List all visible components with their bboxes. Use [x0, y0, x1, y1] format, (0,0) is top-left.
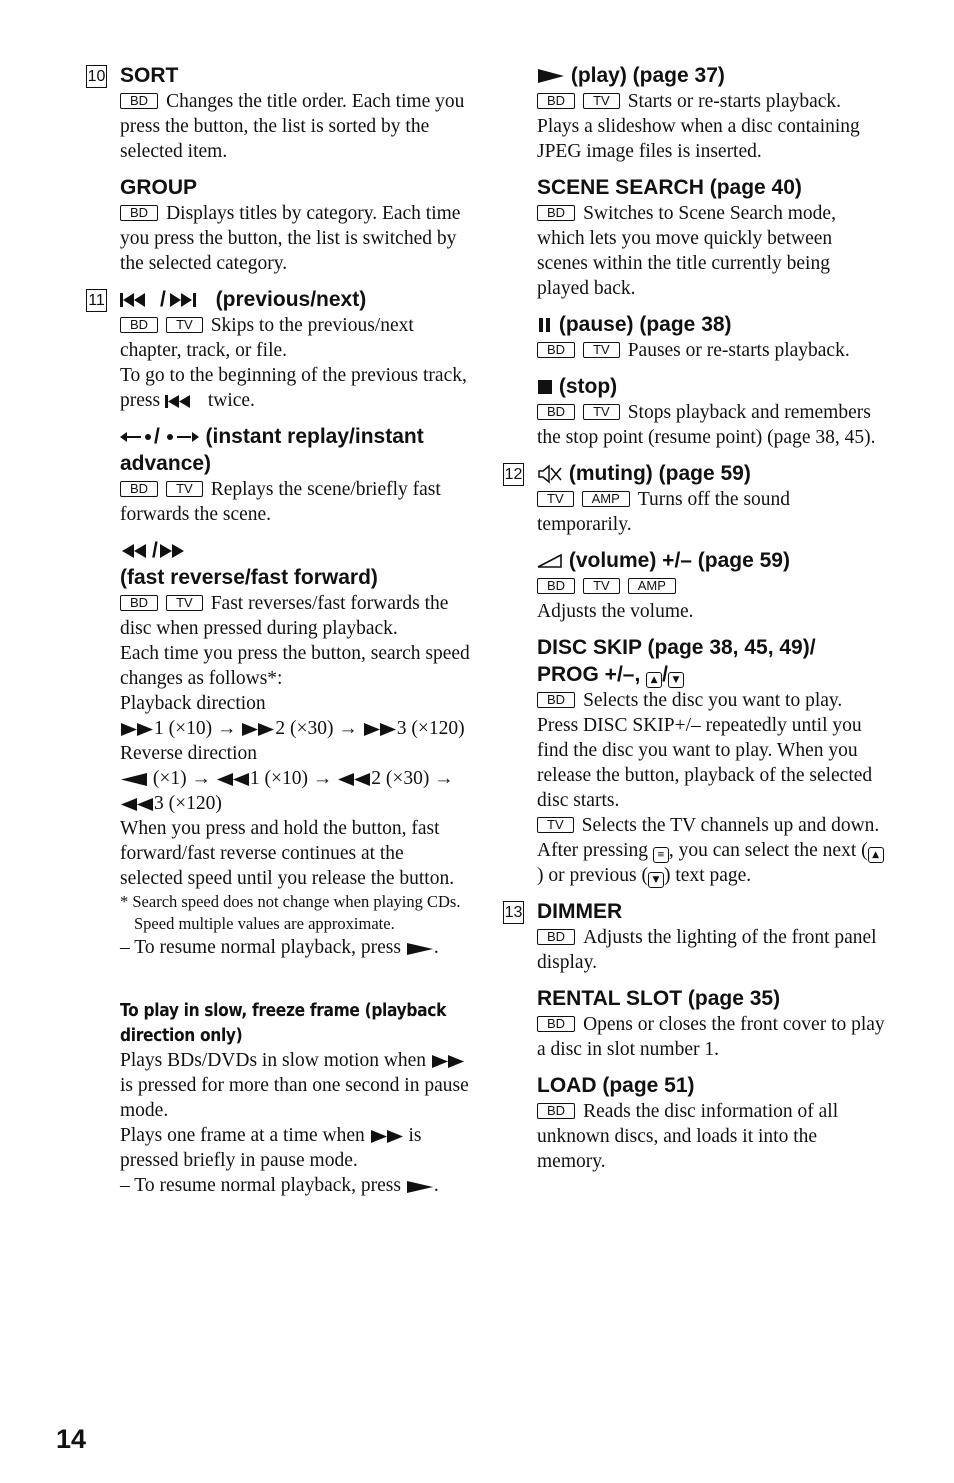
pause-text: BD TV Pauses or re-starts playback. — [537, 338, 885, 363]
tv-badge: TV — [583, 404, 620, 420]
amp-badge: AMP — [582, 491, 630, 507]
disc-skip-title: DISC SKIP (page 38, 45, 49)/ — [537, 636, 816, 659]
bd-badge: BD — [537, 93, 575, 109]
rental-slot-title: RENTAL SLOT (page 35) — [537, 987, 781, 1010]
sort-title: SORT — [120, 64, 179, 87]
tv-badge: TV — [583, 342, 620, 358]
muting-text: TV AMP Turns off the sound temporarily. — [537, 489, 791, 535]
page-number: 14 — [56, 1424, 87, 1454]
reverse-direction: Reverse direction — [120, 743, 257, 764]
tv-badge: TV — [166, 317, 203, 333]
scene-search-title: SCENE SEARCH (page 40) — [537, 176, 802, 199]
dimmer-text: BD Adjusts the lighting of the front panel display. — [537, 927, 877, 973]
left-column — [86, 62, 471, 1198]
bd-badge: BD — [537, 692, 575, 708]
right-column — [503, 62, 885, 1174]
playback-sequence: 1 (×10) → 2 (×30) → 3 (×120) — [120, 716, 471, 741]
bd-badge: BD — [537, 404, 575, 420]
item-number-12: 12 — [503, 463, 524, 486]
entry-10 — [86, 62, 471, 276]
instant-replay-icon — [120, 430, 154, 444]
page-down-icon: ▼ — [648, 872, 664, 888]
bd-badge: BD — [537, 1103, 575, 1119]
bd-badge: BD — [537, 929, 575, 945]
tv-badge: TV — [583, 578, 620, 594]
play-icon — [406, 942, 434, 956]
bd-badge: BD — [120, 93, 158, 109]
fast-reverse-icon — [120, 543, 152, 559]
pause-title: (pause) (page 38) — [537, 311, 885, 338]
fast-forward-icon — [120, 722, 154, 737]
fast-icons: / — [120, 537, 471, 564]
bd-badge: BD — [120, 317, 158, 333]
instant-advance-icon — [166, 430, 200, 444]
slow-reverse-icon — [120, 772, 148, 787]
stop-icon — [537, 379, 553, 395]
bd-badge: BD — [537, 578, 575, 594]
playback-direction: Playback direction — [120, 693, 266, 714]
prev-track-icon — [120, 292, 160, 308]
slow-text-2: Plays one frame at a time when is pressed briefly in pause mode. — [120, 1125, 422, 1171]
slow-text-1: Plays BDs/DVDs in slow motion when is pressed for more than one second in pause mode. — [120, 1050, 469, 1121]
fast-reverse-icon — [120, 797, 154, 812]
disc-skip-text: BD Selects the disc you want to play. Press DISC SKIP+/– repeatedly until you find the disc you want to play. When you release the button, playback of the selected disc starts. — [537, 690, 873, 811]
hold-text: When you press and hold the button, fast forward/fast reverse continues at the selected speed until you release the button. — [120, 818, 455, 889]
footnote-2: Speed multiple values are approximate. — [134, 914, 395, 933]
next-track-icon — [166, 292, 210, 308]
bd-badge: BD — [537, 205, 575, 221]
volume-title: (volume) +/– (page 59) — [537, 547, 885, 574]
tv-badge: TV — [537, 817, 574, 833]
prevnext-text: BD TV Skips to the previous/next chapter, track, or file. — [120, 315, 414, 361]
page-up-icon: ▲ — [646, 672, 662, 688]
fast-forward-icon — [158, 543, 190, 559]
bd-badge: BD — [537, 1016, 575, 1032]
play-title: (play) (page 37) — [537, 62, 885, 89]
tv-badge: TV — [583, 93, 620, 109]
bd-badge: BD — [120, 205, 158, 221]
muting-title: (muting) (page 59) — [537, 460, 885, 487]
fast-forward-icon — [431, 1054, 465, 1069]
volume-text: Adjusts the volume. — [537, 601, 694, 622]
group-title: GROUP — [120, 176, 198, 199]
item-number-13: 13 — [503, 901, 524, 924]
bd-badge: BD — [537, 342, 575, 358]
prog-title: PROG +/–, ▲ / ▼ — [537, 661, 885, 688]
play-icon — [406, 1180, 434, 1194]
slow-title: To play in slow, freeze frame (playback direction only) — [120, 1000, 447, 1046]
play-text-2: Plays a slideshow when a disc containing JPEG image files is inserted. — [537, 116, 860, 162]
scene-search-text: BD Switches to Scene Search mode, which lets you move quickly between scenes within the title currently being played back. — [537, 203, 836, 299]
entry-11-continued — [503, 62, 885, 450]
tv-badge: TV — [166, 481, 203, 497]
load-text: BD Reads the disc information of all unknown discs, and loads it into the memory. — [537, 1101, 839, 1172]
reverse-sequence: (×1) → 1 (×10) → 2 (×30) → 3 (×120) — [120, 766, 471, 816]
fast-reverse-icon — [216, 772, 250, 787]
stop-text: BD TV Stops playback and remembers the stop point (resume point) (page 38, 45). — [537, 402, 876, 448]
fast-text-2: Each time you press the button, search speed changes as follows*: — [120, 643, 470, 689]
dimmer-title: DIMMER — [537, 900, 623, 923]
fast-forward-icon — [370, 1129, 404, 1144]
item-number-11: 11 — [86, 289, 107, 312]
volume-badges — [537, 574, 885, 599]
tv-channel-text: TV Selects the TV channels up and down. After pressing ≡ , you can select the next ( ▲) or previous ( ▼ ) text page. — [537, 813, 885, 888]
bd-badge: BD — [120, 481, 158, 497]
page-up-icon: ▲ — [868, 847, 884, 863]
page-down-icon: ▼ — [668, 672, 684, 688]
replay-title: / (instant replay/instant advance) — [120, 425, 424, 475]
fast-title: (fast reverse/fast forward) — [120, 566, 378, 589]
amp-badge: AMP — [628, 578, 676, 594]
stop-title: (stop) — [537, 373, 885, 400]
tv-badge: TV — [166, 595, 203, 611]
pause-icon — [537, 317, 553, 333]
rental-slot-text: BD Opens or closes the front cover to play a disc in slot number 1. — [537, 1014, 885, 1060]
mute-icon — [537, 464, 563, 484]
prev-track-icon — [165, 394, 203, 409]
prevnext-text-2: To go to the beginning of the previous track, press twice. — [120, 365, 467, 411]
prevnext-title: / (previous/next) — [120, 286, 471, 313]
play-text: BD TV Starts or re-starts playback. — [537, 89, 885, 114]
resume-text-2: – To resume normal playback, press . — [120, 1175, 439, 1196]
entry-12 — [503, 460, 885, 888]
entry-11 — [86, 286, 471, 1198]
resume-text-1: – To resume normal playback, press . — [120, 937, 439, 958]
teletext-icon: ≡ — [653, 847, 669, 863]
item-number-10: 10 — [86, 65, 107, 88]
group-text: BD Displays titles by category. Each time you press the button, the list is switched by the selected category. — [120, 203, 461, 274]
fast-forward-icon — [363, 722, 397, 737]
entry-13 — [503, 898, 885, 1174]
tv-badge: TV — [537, 491, 574, 507]
footnote-1: * Search speed does not change when playing CDs. — [120, 892, 461, 911]
fast-reverse-icon — [337, 772, 371, 787]
replay-text: BD TV Replays the scene/briefly fast forwards the scene. — [120, 479, 441, 525]
sort-text: BD Changes the title order. Each time you press the button, the list is sorted by the selected item. — [120, 91, 465, 162]
volume-icon — [537, 553, 563, 569]
play-icon — [537, 68, 565, 84]
load-title: LOAD (page 51) — [537, 1074, 695, 1097]
fast-forward-icon — [241, 722, 275, 737]
bd-badge: BD — [120, 595, 158, 611]
fast-text: BD TV Fast reverses/fast forwards the disc when pressed during playback. — [120, 593, 449, 639]
